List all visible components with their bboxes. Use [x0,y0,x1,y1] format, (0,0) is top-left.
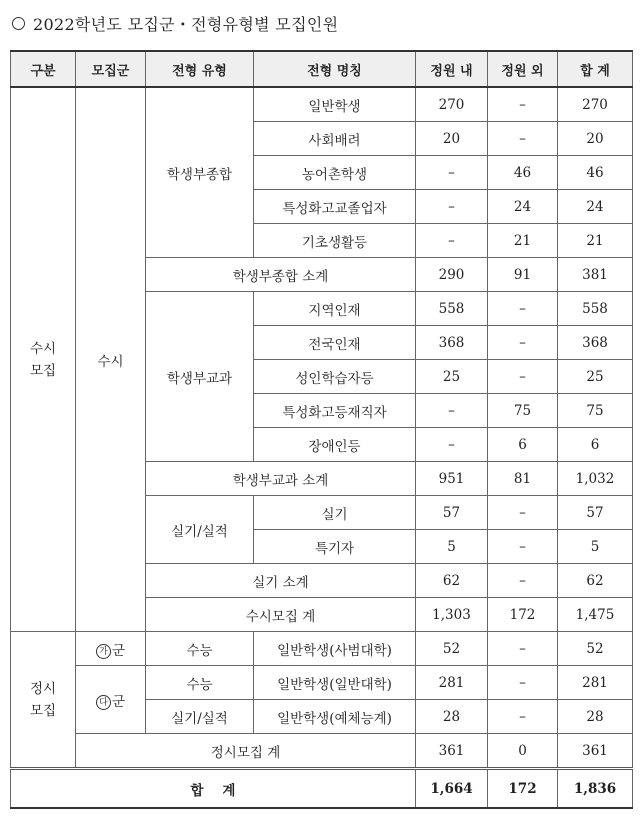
cell-type: 수능 [146,632,254,666]
cell-total: 20 [558,122,633,156]
header-total: 합 계 [558,51,633,87]
cell-total: 28 [558,700,633,734]
cell-total: 368 [558,326,633,360]
header-type: 전형 유형 [146,51,254,87]
ga-circle-mark: 가 [96,644,111,659]
cell-out: – [488,530,558,564]
type-gyogwa: 학생부교과 [146,292,254,462]
subtotal-out: 91 [488,258,558,292]
grand-total-total: 1,836 [558,769,633,809]
cell-name: 장애인등 [254,428,416,462]
cell-out: – [488,122,558,156]
jeongsi-total-out: 0 [488,734,558,769]
cell-out: – [488,292,558,326]
jeongsi-total-in: 361 [416,734,488,769]
da-circle-mark: 다 [96,695,111,710]
group-ga: 가 군 [76,632,146,666]
cell-out: – [488,360,558,394]
jeongsi-total-label: 정시모집 계 [76,734,416,769]
cell-total: 5 [558,530,633,564]
cell-name: 특기자 [254,530,416,564]
cell-out: 46 [488,156,558,190]
type-jonghap: 학생부종합 [146,87,254,258]
cell-name: 일반학생(예체능계) [254,700,416,734]
cell-in: – [416,224,488,258]
subtotal-total: 1,032 [558,462,633,496]
cell-total: 57 [558,496,633,530]
cell-type: 수능 [146,666,254,700]
group-susi: 수시 [76,87,146,632]
cell-in: 52 [416,632,488,666]
cell-name: 실기 [254,496,416,530]
cell-total: 281 [558,666,633,700]
grand-total-row [11,769,633,809]
cell-name: 일반학생(사범대학) [254,632,416,666]
cell-total: 6 [558,428,633,462]
admission-quota-table [10,50,633,809]
susi-total-label: 수시모집 계 [146,598,416,632]
cell-total: 24 [558,190,633,224]
header-in-quota: 정원 내 [416,51,488,87]
subtotal-label: 학생부종합 소계 [146,258,416,292]
cell-name: 지역인재 [254,292,416,326]
cell-in: 28 [416,700,488,734]
cell-name: 농어촌학생 [254,156,416,190]
cell-total: 558 [558,292,633,326]
grand-total-out: 172 [488,769,558,809]
category-jeongsi: 정시 모집 [11,632,76,769]
header-group: 모집군 [76,51,146,87]
cell-total: 25 [558,360,633,394]
cell-name: 일반학생 [254,87,416,122]
circle-bullet-icon [12,17,25,30]
subtotal-label: 실기 소계 [146,564,416,598]
cell-in: – [416,190,488,224]
table-row [11,666,633,700]
subtotal-in: 290 [416,258,488,292]
cell-in: 57 [416,496,488,530]
cell-total: 46 [558,156,633,190]
cell-in: 5 [416,530,488,564]
cell-total: 21 [558,224,633,258]
susi-total-in: 1,303 [416,598,488,632]
subtotal-label: 학생부교과 소계 [146,462,416,496]
cell-in: – [416,428,488,462]
susi-total-out: 172 [488,598,558,632]
cell-in: 20 [416,122,488,156]
cell-name: 성인학습자등 [254,360,416,394]
cell-name: 특성화고교졸업자 [254,190,416,224]
cell-out: 24 [488,190,558,224]
grand-total-label: 합 계 [11,769,416,809]
cell-out: – [488,700,558,734]
type-silgi: 실기/실적 [146,496,254,564]
jeongsi-total-total: 361 [558,734,633,769]
cell-out: – [488,666,558,700]
table-row [11,632,633,666]
cell-in: 270 [416,87,488,122]
jeongsi-total-row [11,734,633,769]
cell-name: 전국인재 [254,326,416,360]
cell-out: – [488,326,558,360]
table-row [11,87,633,122]
cell-total: 75 [558,394,633,428]
cell-out: – [488,87,558,122]
cell-name: 일반학생(일반대학) [254,666,416,700]
cell-in: 281 [416,666,488,700]
grand-total-in: 1,664 [416,769,488,809]
header-name: 전형 명칭 [254,51,416,87]
cell-in: – [416,156,488,190]
category-susi: 수시 모집 [11,87,76,632]
cell-in: 368 [416,326,488,360]
subtotal-total: 62 [558,564,633,598]
cell-out: 21 [488,224,558,258]
cell-out: – [488,496,558,530]
header-row [11,51,633,87]
cell-type: 실기/실적 [146,700,254,734]
subtotal-total: 381 [558,258,633,292]
subtotal-out: – [488,564,558,598]
cell-out: – [488,632,558,666]
header-out-quota: 정원 외 [488,51,558,87]
subtotal-in: 62 [416,564,488,598]
cell-in: – [416,394,488,428]
cell-name: 특성화고등재직자 [254,394,416,428]
header-category: 구분 [11,51,76,87]
group-da: 다 군 [76,666,146,734]
cell-in: 25 [416,360,488,394]
subtotal-in: 951 [416,462,488,496]
page-title: 2022학년도 모집군・전형유형별 모집인원 [33,14,339,34]
subtotal-out: 81 [488,462,558,496]
cell-total: 52 [558,632,633,666]
cell-out: 6 [488,428,558,462]
susi-total-total: 1,475 [558,598,633,632]
cell-out: 75 [488,394,558,428]
cell-in: 558 [416,292,488,326]
cell-total: 270 [558,87,633,122]
cell-name: 사회배려 [254,122,416,156]
title-row [12,8,338,38]
cell-name: 기초생활등 [254,224,416,258]
